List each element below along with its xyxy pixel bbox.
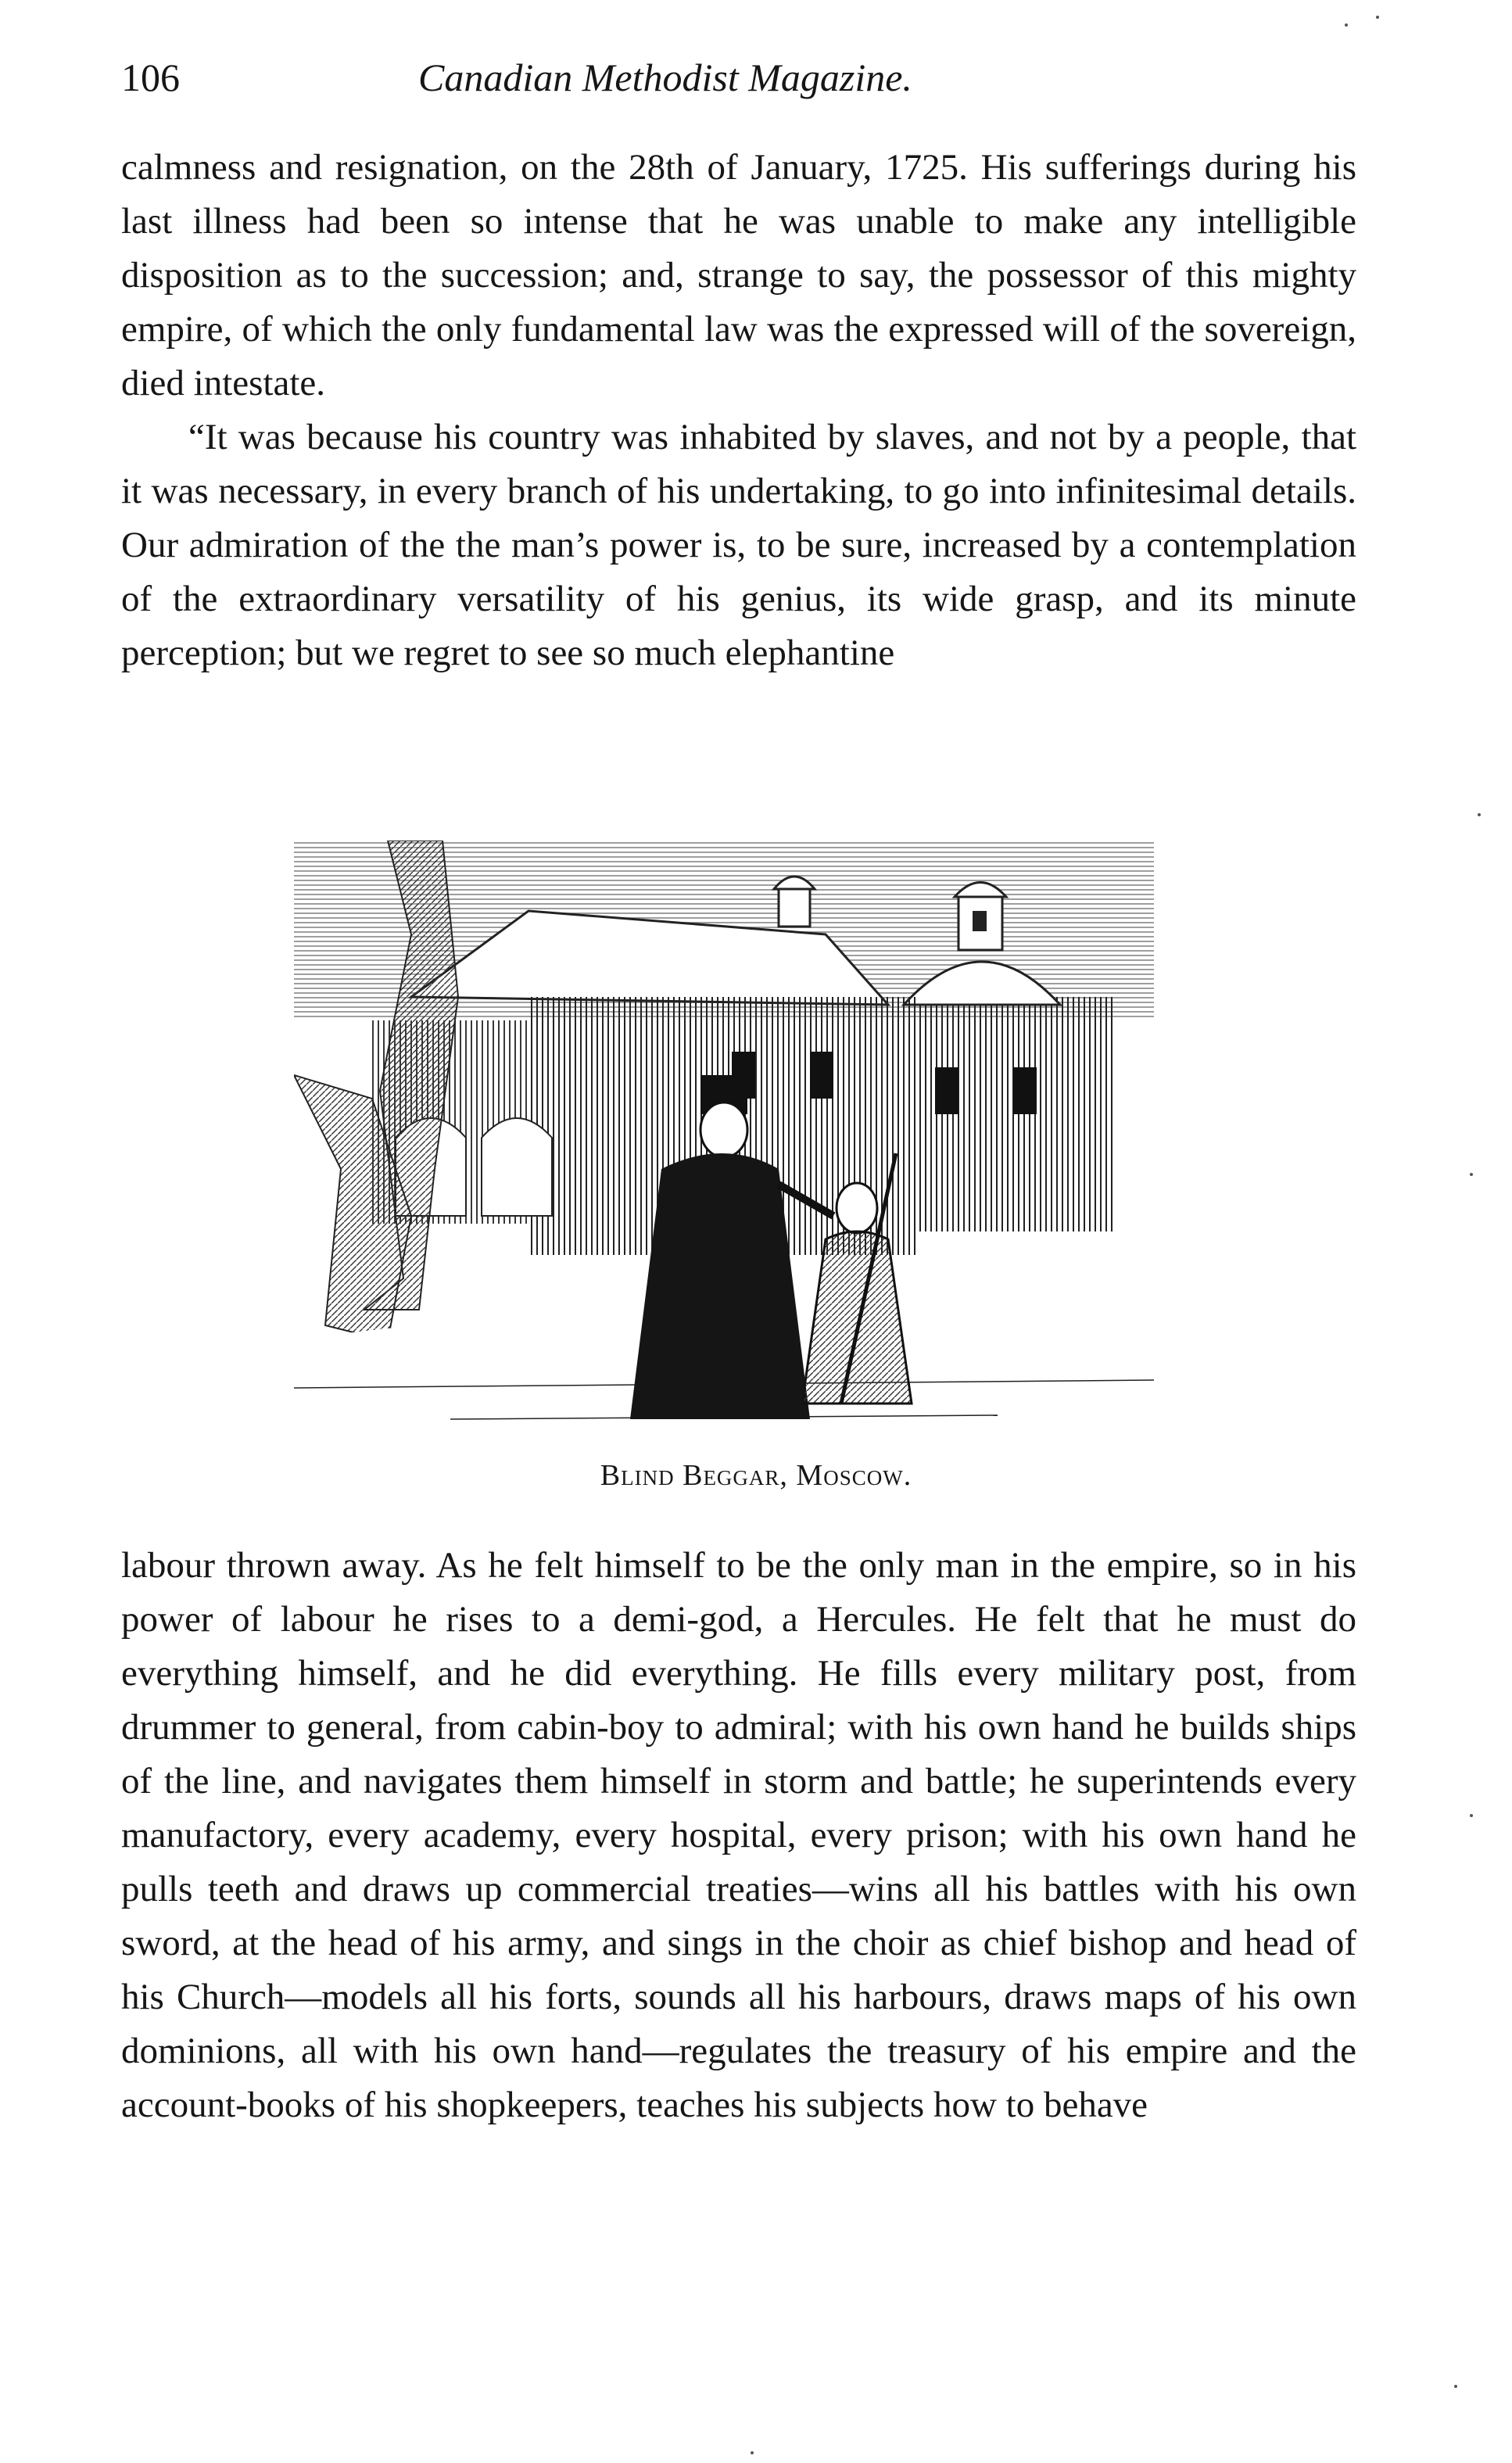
paragraph: “It was because his country was inhabited by slaves, and not by a people, that it was necessary, in every branch of his undertaking, to go into infinitesimal details. Our admiration of the the man’s power is, to be sure, increased by a contemplation of the extraordinary versatility of his genius, its wide grasp, and its minute perception; but we regret to see so much elephantine <box>121 417 1356 673</box>
running-title: Canadian Methodist Magazine. <box>418 56 912 99</box>
body-text-top <box>121 141 1356 680</box>
engraving-illustration <box>294 841 1154 1443</box>
page-header <box>121 55 1356 117</box>
paragraph: calmness and resignation, on the 28th of January, 1725. His sufferings during his last illness had been so intense that he was unable to make any intelligible disposition as to the succession; and, strange to say, the possessor of this mighty empire, of which the only fundamental law was the expressed will of the sovereign, died intestate. <box>121 147 1356 403</box>
speck <box>751 2451 754 2454</box>
speck <box>1470 1173 1473 1176</box>
speck <box>1478 813 1481 816</box>
body-text-bottom <box>121 1539 1356 2132</box>
speck <box>1345 23 1348 27</box>
engraving-svg <box>294 841 1154 1443</box>
speck <box>1454 2385 1457 2388</box>
page-number: 106 <box>121 56 180 99</box>
paragraph: labour thrown away. As he felt himself to be the only man in the empire, so in his power of labour he rises to a demi-god, a Hercules. He felt that he must do everything himself, and he did everything. He fills every military post, from drummer to general, from cabin-boy to admiral; with his own hand he builds ships of the line, and navigates them himself in storm and battle; he superintends every manufactory, every academy, every hospital, every prison; with his own hand he pulls teeth and draws up commercial treaties—wins all his battles with his own sword, at the head of his army, and sings in the choir as chief bishop and head of his Church—models all his forts, sounds all his harbours, draws maps of his own dominions, all with his own hand—regulates the treasury of his empire and the account-books of his shopkeepers, teaches his subjects how to behave <box>121 1545 1356 2125</box>
figure-caption: Blind Beggar, Moscow. <box>600 1459 912 1492</box>
speck <box>1470 1814 1473 1817</box>
speck <box>1376 16 1379 19</box>
